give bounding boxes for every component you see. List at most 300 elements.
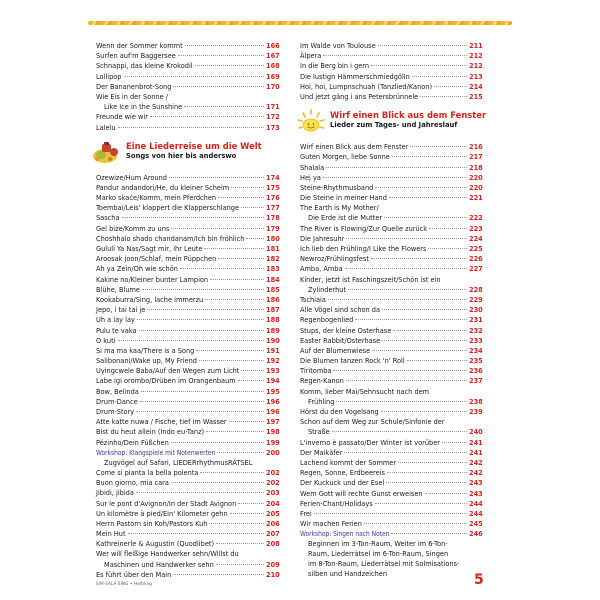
entry-title: Pandur andandori/He, du kleiner Schelm (96, 183, 230, 192)
workshop-detail-line: Beginnen im 3-Ton-Raum, Weiter im 6-Ton- (308, 540, 448, 549)
toc-entry[interactable] (300, 275, 481, 285)
entry-title: The Earth is My Mother/ (300, 204, 379, 213)
toc-entry[interactable] (96, 468, 278, 478)
leader-dots (355, 319, 467, 320)
toc-entry-workshop[interactable] (96, 448, 278, 458)
toc-entry[interactable] (300, 366, 481, 376)
workshop-detail-line: Raum, Liederrätsel im 6-Ton-Raum, Singen (308, 550, 449, 559)
toc-entry-workshop[interactable] (300, 529, 481, 539)
page-number: 245 (469, 520, 483, 529)
page-number: 210 (266, 570, 280, 579)
toc-entry[interactable] (300, 336, 481, 346)
toc-entry[interactable] (96, 224, 278, 234)
page-number: 207 (266, 530, 280, 539)
toc-entry[interactable] (96, 112, 278, 122)
toc-list-left-top (96, 41, 278, 133)
leader-dots (171, 442, 264, 443)
leader-dots (195, 65, 264, 66)
page-number: 183 (266, 265, 280, 274)
toc-entry[interactable] (300, 468, 481, 478)
entry-title: Ah ya Zein/Oh wie schön (96, 265, 178, 274)
leader-dots (169, 177, 264, 178)
page-number: 170 (266, 82, 280, 91)
page-number: 179 (266, 224, 280, 233)
entry-title: Schnappi, das kleine Krokodil (96, 62, 193, 71)
toc-entry[interactable] (300, 346, 481, 356)
page-number: 217 (469, 153, 483, 162)
toc-entry[interactable] (300, 315, 481, 325)
toc-entry[interactable] (300, 397, 481, 407)
entry-title: Zylinderhut (308, 285, 347, 294)
toc-entry[interactable] (300, 326, 481, 336)
section-heading-liederreise (96, 139, 278, 169)
entry-title: Jepo, i tai tai je (96, 306, 146, 315)
toc-entry[interactable] (96, 295, 278, 305)
page-number: 186 (266, 295, 280, 304)
toc-entry[interactable] (96, 549, 278, 559)
leader-dots (216, 543, 264, 544)
toc-entry[interactable] (96, 264, 278, 274)
leader-dots (204, 248, 264, 249)
toc-entry[interactable] (96, 213, 278, 223)
leader-dots (136, 411, 264, 412)
toc-entry[interactable] (96, 244, 278, 254)
page-number: 240 (469, 428, 483, 437)
entry-title: Labe igi orombo/Drüben im Orangenbaum (96, 377, 236, 386)
toc-entry[interactable] (96, 41, 278, 51)
entry-title: Salibonani/Wake up, My Friend (96, 357, 197, 366)
toc-entry[interactable] (96, 173, 278, 183)
toc-entry[interactable] (96, 397, 278, 407)
toc-entry[interactable] (96, 315, 278, 325)
page-number: 199 (266, 438, 280, 447)
page-number: 238 (469, 397, 483, 406)
toc-entry[interactable] (96, 275, 278, 285)
toc-list-left-main (96, 173, 278, 448)
entry-title: Jibidi, jibida (96, 489, 134, 498)
toc-entry[interactable] (96, 570, 278, 580)
entry-title: Die Steine in meiner Hand (300, 194, 387, 203)
toc-entry[interactable] (96, 417, 278, 427)
leader-dots (137, 319, 264, 320)
entry-title: Mein Hut (96, 530, 126, 539)
toc-entry[interactable] (96, 102, 278, 112)
entry-title: Kinder, jetzt ist Faschingszeit/Schön ist ein (300, 275, 441, 284)
page-number: 196 (266, 408, 280, 416)
toc-entry[interactable] (96, 326, 278, 336)
toc-entry[interactable] (96, 82, 278, 92)
workshop-detail-line: silben und Handzeichen (308, 570, 388, 579)
entry-title: Sur le pont d'Avignon/In der Stadt Avignon (96, 499, 237, 508)
leader-dots (392, 156, 467, 157)
page-number: 228 (469, 285, 483, 294)
toc-entry[interactable] (300, 82, 481, 92)
toc-entry[interactable] (300, 264, 481, 274)
entry-title: Drum-Dance (96, 397, 138, 406)
world-travel-icon (92, 139, 122, 165)
leader-dots (382, 340, 467, 341)
toc-entry[interactable] (96, 529, 278, 539)
toc-entry[interactable] (96, 356, 278, 366)
page-number: 222 (469, 214, 483, 223)
leader-dots (336, 401, 467, 402)
toc-entry[interactable] (96, 123, 278, 133)
toc-entry[interactable] (96, 488, 278, 498)
toc-entry[interactable] (300, 417, 481, 427)
toc-right-column (300, 41, 487, 579)
toc-list-left-after (96, 468, 278, 580)
toc-entry[interactable] (300, 438, 481, 448)
toc-entry[interactable] (300, 152, 481, 162)
entry-title: O kuti (96, 336, 116, 345)
entry-title: Herrn Pastorn sin Koh/Pastors Kuh (96, 519, 208, 528)
toc-entry[interactable] (96, 285, 278, 295)
toc-entry[interactable] (300, 213, 481, 223)
toc-entry[interactable] (300, 499, 481, 509)
toc-entry[interactable] (300, 305, 481, 315)
toc-list-right-main (300, 142, 481, 529)
toc-entry[interactable] (96, 72, 278, 82)
page-number: 226 (469, 255, 483, 264)
entry-title: In die Berg bin i gern (300, 62, 370, 71)
page-number: 243 (469, 479, 483, 488)
section-title: Wirf einen Blick aus dem Fenster (330, 110, 487, 121)
entry-title: Wie Eis in der Sonne / (96, 92, 168, 101)
page-number: 220 (469, 183, 483, 192)
leader-dots (333, 370, 467, 371)
leader-dots (428, 248, 467, 249)
leader-dots (326, 167, 467, 168)
entry-title: Marko skaće/Komm, mein Pferdchen (96, 194, 217, 203)
toc-entry[interactable] (300, 163, 481, 173)
page-number: 202 (266, 468, 280, 477)
leader-dots (139, 330, 264, 331)
toc-entry[interactable] (96, 305, 278, 315)
toc-entry[interactable] (96, 427, 278, 437)
leader-dots (210, 279, 264, 280)
entry-title: Amba, Amba (300, 265, 343, 274)
entry-title: Der Kuckuck und der Esel (300, 479, 385, 488)
leader-dots (238, 380, 264, 381)
leader-dots (118, 127, 264, 128)
leader-dots (384, 217, 467, 218)
toc-entry[interactable] (96, 519, 278, 529)
toc-entry[interactable] (96, 183, 278, 193)
page-number: 176 (266, 194, 280, 203)
page-number: 231 (469, 316, 483, 325)
entry-title: Sascha (96, 214, 120, 223)
leader-dots (150, 116, 264, 117)
leader-dots (314, 513, 467, 514)
leader-dots (229, 421, 264, 422)
entry-title: Komm, lieber Mai/Sehnsucht nach dem (300, 387, 430, 396)
toc-entry[interactable] (300, 41, 481, 51)
page-number: 203 (266, 489, 280, 498)
toc-entry[interactable] (96, 254, 278, 264)
toc-entry[interactable] (300, 356, 481, 366)
page-number: 230 (469, 306, 483, 315)
leader-dots (412, 76, 467, 77)
entry-title: Ich lieb den Frühling/I Like the Flowers (300, 245, 427, 253)
page-number: 212 (469, 52, 483, 61)
entry-title: Freunde wie wir (96, 113, 148, 122)
toc-left-column (96, 41, 278, 580)
toc-list-right-top (300, 41, 481, 102)
toc-entry[interactable] (300, 193, 481, 203)
leader-dots (345, 268, 467, 269)
toc-entry[interactable] (300, 142, 481, 152)
entry-title: Wirf einen Blick aus dem Fenster (300, 143, 409, 152)
page-number: 171 (266, 103, 280, 112)
workshop-title: Workshop: Klangspiele mit Notenwerten (96, 448, 216, 457)
page-number: 242 (469, 458, 483, 467)
toc-entry[interactable] (300, 478, 481, 488)
toc-entry[interactable] (300, 387, 481, 397)
toc-entry[interactable] (96, 234, 278, 244)
leader-dots (378, 45, 467, 46)
page-number: 194 (266, 377, 280, 386)
page-number: 195 (266, 387, 280, 396)
leader-dots (344, 452, 467, 453)
leader-dots (429, 228, 467, 229)
entry-title: Newroz/Frühlingsfest (300, 255, 369, 264)
entry-title: Regen, Sonne, Erdbeereis (300, 469, 385, 478)
page-number: 198 (266, 428, 280, 437)
entry-title: Lachend kommt der Sommer (300, 458, 397, 467)
leader-dots (371, 258, 467, 259)
toc-entry[interactable] (300, 458, 481, 468)
toc-entry[interactable] (96, 387, 278, 397)
entry-title: Alle Vögel sind schon da (300, 306, 381, 315)
entry-title: Tiritomba (300, 367, 332, 376)
page-number: 197 (266, 418, 280, 427)
toc-entry[interactable] (300, 173, 481, 183)
leader-dots (122, 217, 264, 218)
entry-title: Drum-Story (96, 408, 135, 416)
toc-entry[interactable] (96, 51, 278, 61)
toc-entry[interactable] (300, 295, 481, 305)
toc-entry[interactable] (96, 438, 278, 448)
toc-entry[interactable] (96, 539, 278, 549)
toc-entry[interactable] (96, 203, 278, 213)
entry-title: Lollipop (96, 72, 122, 81)
entry-title: Straße (308, 428, 330, 437)
entry-title: Aroosak joon/Schlaf, mein Püppchen (96, 255, 217, 264)
entry-title: Hej ya (300, 173, 321, 182)
leader-dots (171, 482, 264, 483)
entry-title: Lalelu (96, 123, 116, 132)
page-number: 175 (266, 183, 280, 192)
entry-title: Uh a lay lay (96, 316, 135, 325)
leader-dots (128, 533, 264, 534)
entry-title: Wer will fleißige Handwerker sehn/Willst du (96, 550, 239, 559)
leader-dots (241, 370, 264, 371)
entry-title: Kookaburra/Sing, lache immerzu (96, 295, 204, 304)
leader-dots (246, 238, 264, 239)
page-number: 204 (266, 499, 280, 508)
toc-entry[interactable] (300, 489, 481, 499)
page-number: 182 (266, 255, 280, 264)
leader-dots (141, 391, 264, 392)
leader-dots (241, 207, 264, 208)
entry-title: Wir machen Ferien (300, 520, 362, 529)
entry-title: Kathreinerle & Augustin (Quodlibet) (96, 540, 215, 549)
toc-entry[interactable] (300, 254, 481, 264)
page-number: 191 (266, 346, 280, 355)
entry-title: Auf der Blumenwiese (300, 346, 371, 355)
entry-title: Die Jahresuhr (300, 234, 345, 243)
toc-entry[interactable] (300, 376, 481, 386)
toc-entry[interactable] (96, 61, 278, 71)
leader-dots (178, 55, 264, 56)
leader-dots (180, 268, 264, 269)
leader-dots (348, 289, 467, 290)
toc-entry[interactable] (96, 560, 278, 570)
toc-entry[interactable] (96, 193, 278, 203)
section-heading-fenster (300, 108, 487, 138)
toc-entry[interactable] (96, 92, 278, 102)
toc-entry[interactable] (96, 499, 278, 509)
page-number: 196 (266, 397, 280, 406)
page-number: 218 (469, 163, 483, 172)
entry-title: Frei (300, 509, 312, 518)
workshop-title: Workshop: Singen nach Noten (300, 530, 390, 539)
entry-title: Come si pianta la bella polenta (96, 468, 199, 477)
page-number: 237 (469, 377, 483, 386)
page-number: 188 (266, 316, 280, 325)
page-number: 173 (266, 123, 280, 132)
toc-entry[interactable] (96, 509, 278, 519)
entry-title: Tschiaia (300, 295, 326, 304)
leader-dots (206, 431, 264, 432)
toc-entry[interactable] (300, 51, 481, 61)
entry-title: Hoi, hoi, Lumpnschuah (Tanzlied/Kanon) (300, 82, 433, 91)
entry-title: Pulu te vaka (96, 326, 137, 335)
entry-title: Bist du heut allein (Indo eu-Tanz) (96, 428, 205, 437)
leader-dots (185, 45, 264, 46)
entry-title: Regen-Kanon (300, 377, 344, 386)
toc-entry[interactable] (300, 448, 481, 458)
page-number: 202 (266, 479, 280, 488)
leader-dots (372, 350, 467, 351)
entry-title: Like Ice in the Sunshine (104, 103, 183, 112)
entry-title: Blühe, Blume (96, 285, 140, 294)
toc-entry[interactable] (300, 203, 481, 213)
entry-title: The River is Flowing/Zur Quelle zurück (300, 224, 428, 233)
toc-entry[interactable] (96, 366, 278, 376)
page-number: 184 (266, 275, 280, 284)
toc-entry[interactable] (300, 244, 481, 254)
page-number: 209 (266, 560, 280, 569)
entry-title: Maschinen und Handwerker sehn (104, 560, 214, 569)
entry-title: Steine-Rhythmusband (300, 183, 374, 192)
section-subtitle: Songs von hier bis anderswo (126, 151, 237, 160)
page-number: 178 (266, 214, 280, 223)
toc-entry[interactable] (300, 234, 481, 244)
toc-entry[interactable] (300, 407, 481, 417)
page-number: 167 (266, 52, 280, 61)
entry-title: Pézinho/Dein Füßchen (96, 438, 169, 447)
leader-dots (410, 146, 467, 147)
toc-entry[interactable] (96, 376, 278, 386)
leader-dots (199, 360, 264, 361)
leader-dots (142, 289, 264, 290)
entry-title: Si ma ma kaa/There is a Song (96, 346, 195, 355)
page-number: 206 (266, 519, 280, 528)
page-number: 166 (266, 42, 280, 50)
page-number: 185 (266, 285, 280, 294)
leader-dots (391, 533, 467, 534)
entry-title: Atte katte nuwa / Fische, tief im Wasser (96, 418, 227, 427)
toc-entry[interactable] (300, 61, 481, 71)
page-number: 224 (469, 234, 483, 243)
page-number: 233 (469, 336, 483, 345)
leader-dots (442, 442, 467, 443)
leader-dots (375, 187, 467, 188)
page-number: 192 (266, 357, 280, 366)
entry-title: Un kilomètre à pied/Ein' Kilometer gehn (96, 509, 228, 518)
leader-dots (323, 55, 467, 56)
page-number: 243 (469, 489, 483, 498)
toc-entry[interactable] (300, 72, 481, 82)
leader-dots (173, 574, 264, 575)
toc-entry[interactable] (300, 427, 481, 437)
entry-title: Shalala (300, 163, 325, 172)
toc-entry[interactable] (96, 478, 278, 488)
page-number: 241 (469, 448, 483, 457)
workshop-detail: Zugvögel auf Safari, LIEDERrhythmusRÄTSEL (104, 458, 253, 467)
page-number: 244 (469, 499, 483, 508)
toc-entry[interactable] (96, 336, 278, 346)
page-number: 193 (266, 367, 280, 376)
leader-dots (218, 197, 264, 198)
toc-entry[interactable] (300, 285, 481, 295)
leader-dots (173, 86, 264, 87)
toc-entry[interactable] (300, 519, 481, 529)
leader-dots (196, 350, 264, 351)
page-number: 239 (469, 408, 483, 416)
page-number: 214 (469, 82, 483, 91)
toc-entry[interactable] (300, 224, 481, 234)
entry-title: Wenn der Sommer kommt (96, 42, 183, 50)
entry-title: Der Maikäfer (300, 448, 343, 457)
entry-title: Uyingcwele Baba/Auf den Wegen zum Licht (96, 367, 240, 376)
leader-dots (230, 513, 264, 514)
entry-title: Der Bananenbrot-Song (96, 82, 172, 91)
entry-title: Buon giorno, mia cara (96, 479, 169, 488)
leader-dots (346, 238, 467, 239)
page-number: 229 (469, 295, 483, 304)
leader-dots (407, 360, 467, 361)
toc-entry[interactable] (96, 407, 278, 417)
entry-title: Schon auf dem Weg zur Schule/Sinfonie der (300, 418, 445, 427)
leader-dots (209, 523, 264, 524)
page-number: 212 (469, 62, 483, 71)
leader-dots (147, 309, 264, 310)
leader-dots (140, 401, 264, 402)
leader-dots (398, 462, 467, 463)
page-number: 234 (469, 346, 483, 355)
toc-entry[interactable] (300, 183, 481, 193)
leader-dots (389, 197, 467, 198)
toc-entry[interactable] (300, 509, 481, 519)
page-number: 235 (469, 357, 483, 366)
toc-entry[interactable] (96, 346, 278, 356)
toc-entry[interactable] (300, 92, 481, 102)
page-number: 190 (266, 336, 280, 345)
entry-title: Easter Rabbit/Osterhase (300, 336, 381, 345)
entry-title: Ferien-Chant/Holidays (300, 499, 373, 508)
